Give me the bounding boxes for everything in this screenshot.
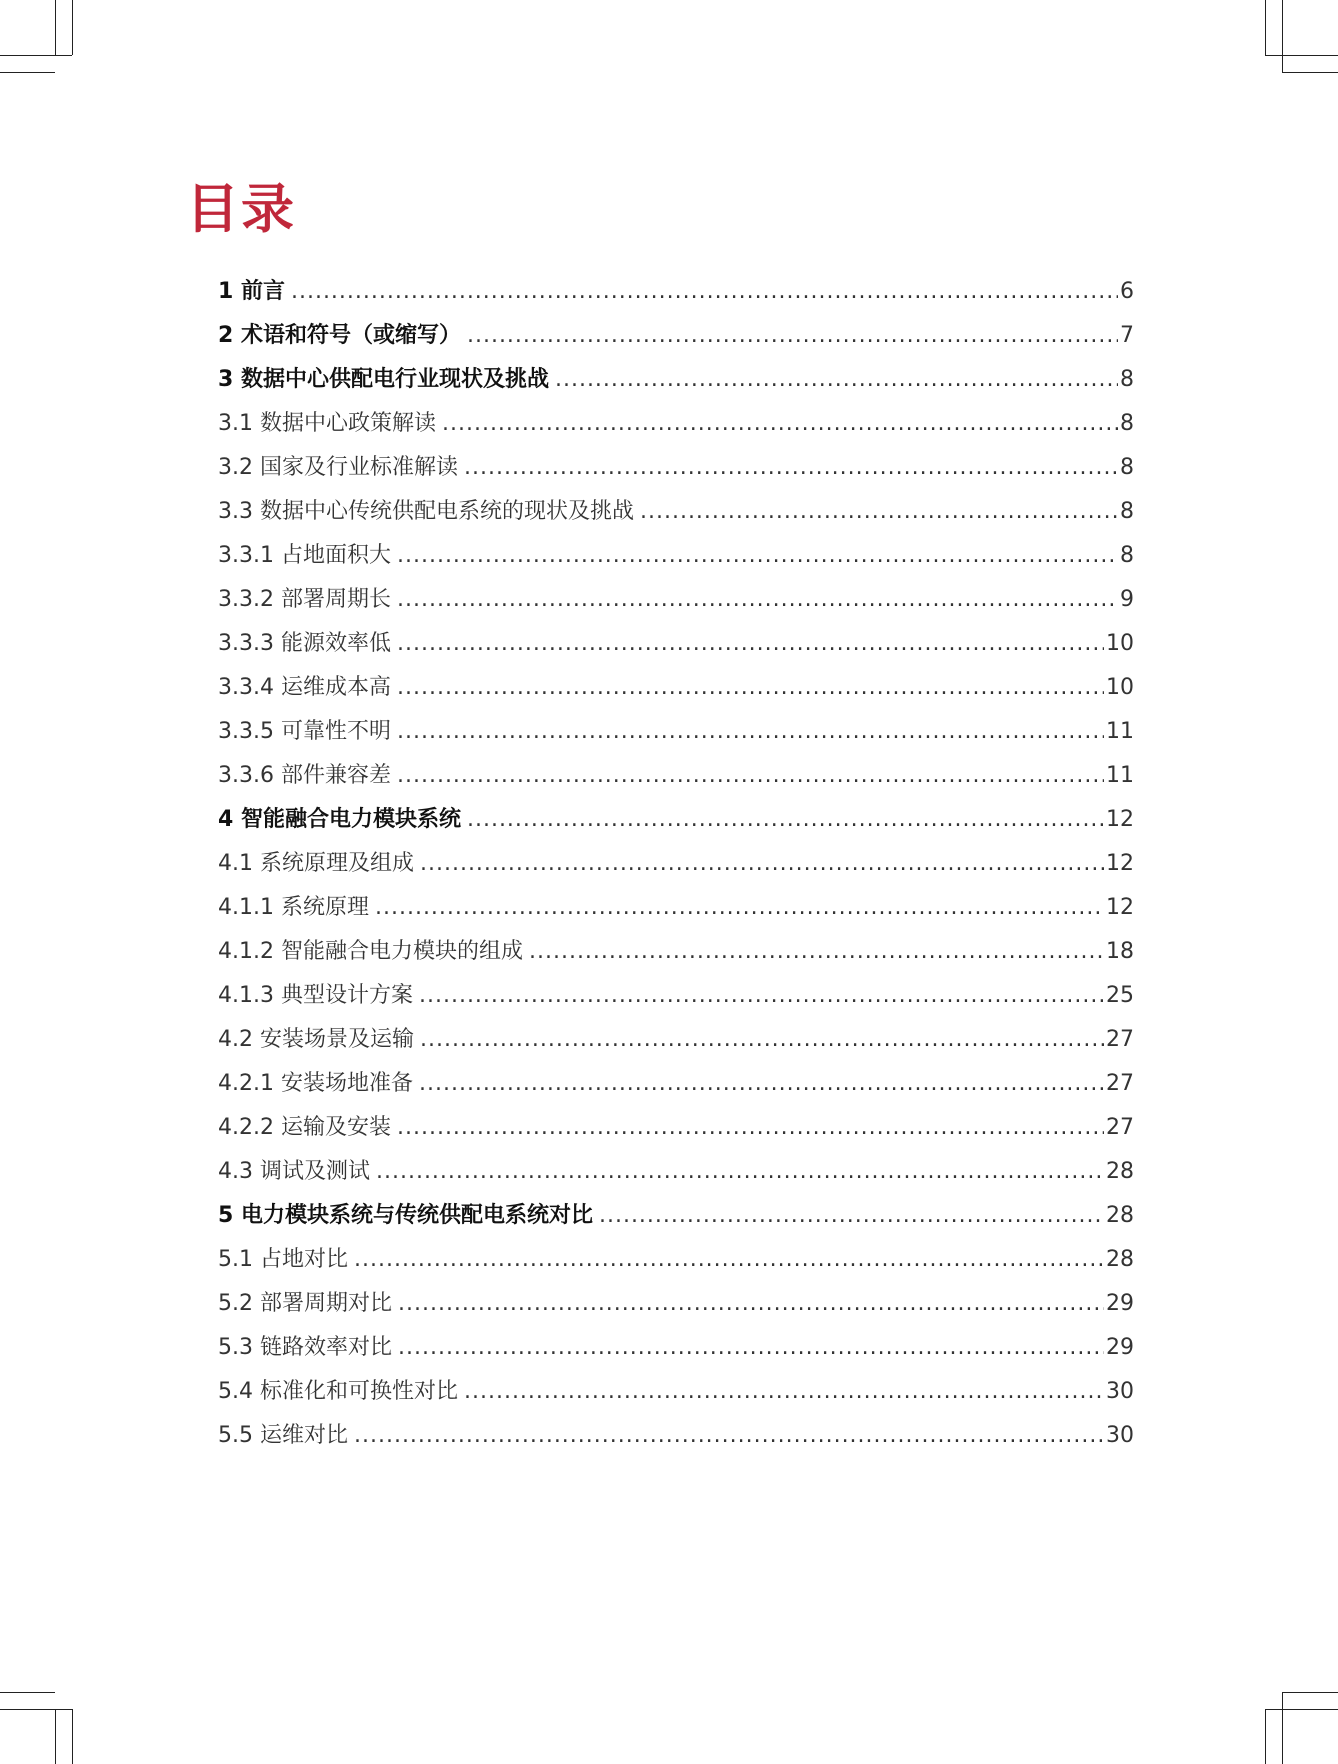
toc-page-number: 8 [1120,543,1134,568]
toc-entry[interactable] [218,314,1134,358]
toc-entry-title: 4.3 调试及测试 [218,1159,370,1184]
toc-entry[interactable] [218,1018,1134,1062]
toc-entry-title: 3.3.3 能源效率低 [218,631,391,656]
table-of-contents [218,270,1134,1458]
toc-entry[interactable] [218,754,1134,798]
toc-page-number: 28 [1106,1159,1134,1184]
toc-dot-leader [375,886,1104,930]
toc-entry-title: 3.2 国家及行业标准解读 [218,455,458,480]
toc-entry[interactable] [218,974,1134,1018]
toc-dot-leader [467,314,1118,358]
toc-page-number: 11 [1106,719,1134,744]
toc-dot-leader [464,446,1118,490]
toc-entry[interactable] [218,1282,1134,1326]
toc-entry-title: 3.1 数据中心政策解读 [218,411,436,436]
toc-entry-title: 3.3.4 运维成本高 [218,675,391,700]
toc-dot-leader [397,578,1118,622]
toc-page-number: 8 [1120,411,1134,436]
toc-dot-leader [397,666,1104,710]
toc-entry[interactable] [218,358,1134,402]
toc-entry-title: 5.2 部署周期对比 [218,1291,392,1316]
toc-dot-leader [442,402,1118,446]
toc-page-number: 29 [1106,1291,1134,1316]
toc-page-number: 30 [1106,1423,1134,1448]
toc-page-number: 7 [1120,323,1134,348]
toc-dot-leader [397,1106,1104,1150]
toc-entry[interactable] [218,578,1134,622]
page-title: 目录 [186,179,296,240]
toc-page-number: 8 [1120,455,1134,480]
toc-entry[interactable] [218,1238,1134,1282]
toc-page-number: 29 [1106,1335,1134,1360]
toc-entry[interactable] [218,798,1134,842]
toc-entry[interactable] [218,842,1134,886]
toc-dot-leader [397,710,1104,754]
toc-entry-title: 2 术语和符号（或缩写） [218,323,461,348]
toc-entry[interactable] [218,1062,1134,1106]
toc-dot-leader [464,1370,1104,1414]
toc-entry-title: 4.1.2 智能融合电力模块的组成 [218,939,523,964]
toc-entry[interactable] [218,534,1134,578]
toc-dot-leader [291,270,1118,314]
toc-entry[interactable] [218,1414,1134,1458]
toc-entry-title: 3 数据中心供配电行业现状及挑战 [218,367,549,392]
toc-page-number: 11 [1106,763,1134,788]
toc-entry[interactable] [218,402,1134,446]
toc-dot-leader [354,1414,1104,1458]
toc-entry-title: 3.3 数据中心传统供配电系统的现状及挑战 [218,499,634,524]
toc-page-number: 12 [1106,807,1134,832]
toc-dot-leader [397,754,1104,798]
toc-dot-leader [398,1282,1104,1326]
toc-dot-leader [354,1238,1104,1282]
toc-entry-title: 5.4 标准化和可换性对比 [218,1379,458,1404]
toc-page-number: 27 [1106,1027,1134,1052]
toc-entry-title: 5.5 运维对比 [218,1423,348,1448]
toc-page-number: 27 [1106,1071,1134,1096]
toc-page-number: 8 [1120,499,1134,524]
toc-page-number: 12 [1106,851,1134,876]
toc-entry[interactable] [218,1106,1134,1150]
toc-page-number: 9 [1120,587,1134,612]
toc-page-number: 18 [1106,939,1134,964]
toc-dot-leader [529,930,1104,974]
toc-dot-leader [376,1150,1104,1194]
toc-entry[interactable] [218,1370,1134,1414]
toc-entry-title: 4.2.2 运输及安装 [218,1115,391,1140]
toc-entry-title: 4 智能融合电力模块系统 [218,807,461,832]
toc-entry-title: 3.3.1 占地面积大 [218,543,391,568]
toc-entry-title: 4.1 系统原理及组成 [218,851,414,876]
toc-entry[interactable] [218,666,1134,710]
toc-entry[interactable] [218,930,1134,974]
toc-entry[interactable] [218,270,1134,314]
toc-page-number: 10 [1106,675,1134,700]
toc-page-number: 30 [1106,1379,1134,1404]
toc-entry[interactable] [218,1326,1134,1370]
toc-page-number: 28 [1106,1247,1134,1272]
toc-page-number: 27 [1106,1115,1134,1140]
toc-dot-leader [599,1194,1104,1238]
toc-page-number: 8 [1120,367,1134,392]
toc-entry-title: 5.3 链路效率对比 [218,1335,392,1360]
toc-entry-title: 1 前言 [218,279,285,304]
toc-entry-title: 3.3.5 可靠性不明 [218,719,391,744]
toc-entry-title: 3.3.2 部署周期长 [218,587,391,612]
toc-entry-title: 4.2 安装场景及运输 [218,1027,414,1052]
toc-dot-leader [398,1326,1104,1370]
toc-entry-title: 4.1.3 典型设计方案 [218,983,413,1008]
toc-dot-leader [420,842,1104,886]
toc-entry-title: 3.3.6 部件兼容差 [218,763,391,788]
toc-page-number: 25 [1106,983,1134,1008]
toc-entry[interactable] [218,1150,1134,1194]
toc-entry[interactable] [218,446,1134,490]
toc-entry-title: 5.1 占地对比 [218,1247,348,1272]
toc-entry-title: 4.2.1 安装场地准备 [218,1071,413,1096]
toc-dot-leader [419,974,1104,1018]
toc-entry[interactable] [218,710,1134,754]
toc-page-number: 10 [1106,631,1134,656]
toc-page-number: 6 [1120,279,1134,304]
toc-dot-leader [420,1018,1104,1062]
toc-dot-leader [555,358,1118,402]
toc-entry[interactable] [218,1194,1134,1238]
toc-entry[interactable] [218,622,1134,666]
toc-dot-leader [397,534,1118,578]
toc-dot-leader [640,490,1118,534]
toc-page-number: 12 [1106,895,1134,920]
toc-dot-leader [397,622,1104,666]
toc-entry[interactable] [218,490,1134,534]
toc-entry-title: 4.1.1 系统原理 [218,895,369,920]
toc-entry[interactable] [218,886,1134,930]
toc-page-number: 28 [1106,1203,1134,1228]
toc-entry-title: 5 电力模块系统与传统供配电系统对比 [218,1203,593,1228]
toc-dot-leader [419,1062,1104,1106]
toc-dot-leader [467,798,1104,842]
